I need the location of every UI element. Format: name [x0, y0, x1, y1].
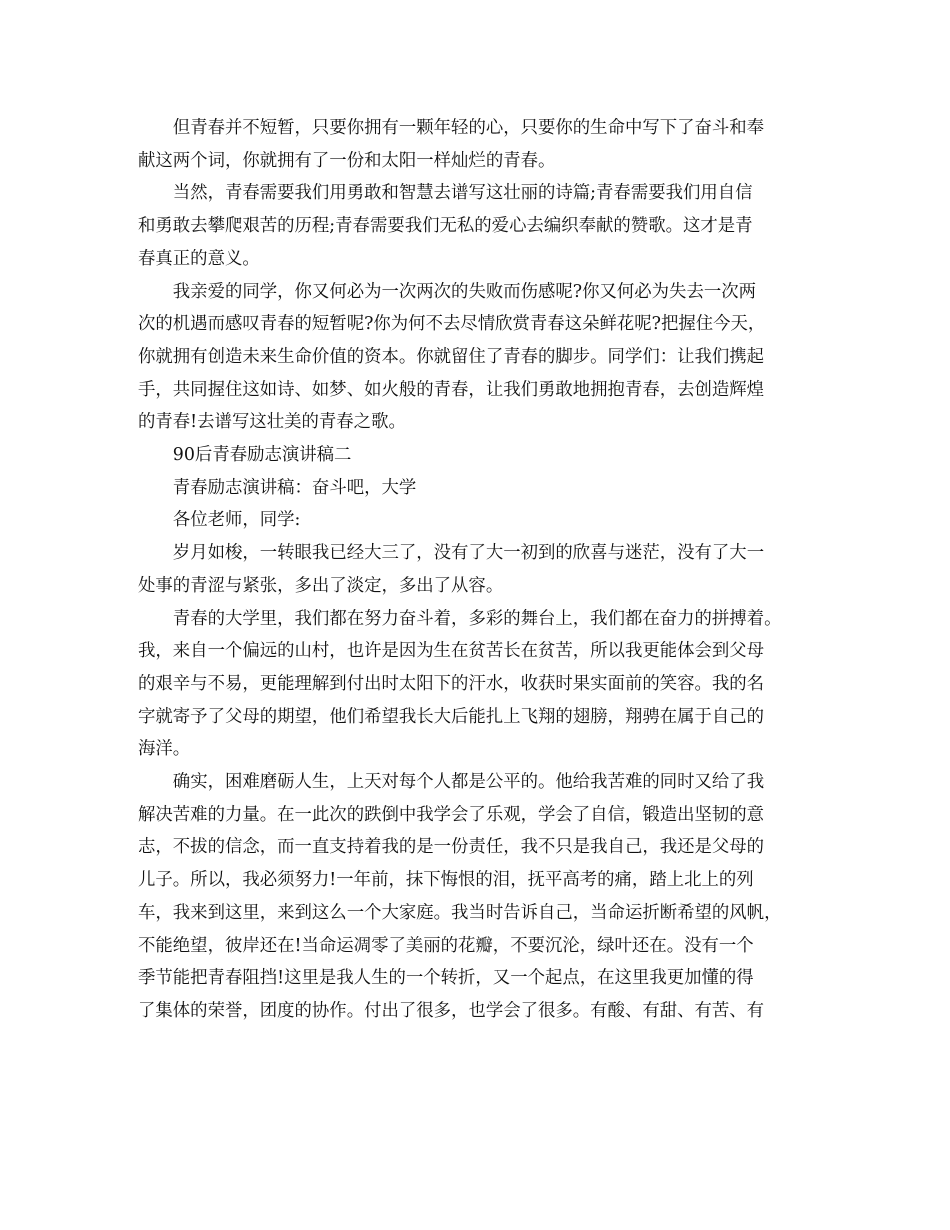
text-line: 我亲爱的同学，你又何必为一次两次的失败而伤感呢?你又何必为失去一次两 [172, 281, 757, 302]
text-line: 处事的青涩与紧张，多出了淡定，多出了从容。 [138, 575, 504, 596]
document-body [138, 112, 818, 1028]
text-line: 次的机遇而感叹青春的短暂呢?你为何不去尽情欣赏青春这朵鲜花呢?把握住今天， [138, 314, 766, 335]
text-line: 儿子。所以，我必须努力!一年前，抹下悔恨的泪，抚平高考的痛，踏上北上的列 [138, 870, 754, 891]
text-line: 岁月如梭，一转眼我已经大三了，没有了大一初到的欣喜与迷茫，没有了大一 [172, 543, 765, 564]
section-heading [138, 439, 818, 472]
paragraph-4 [138, 537, 818, 602]
text-line: 青春的大学里，我们都在努力奋斗着，多彩的舞台上，我们都在奋力的拼搏着。 [172, 608, 782, 629]
speech-title [138, 472, 818, 505]
text-line: 我，来自一个偏远的山村，也许是因为生在贫苦长在贫苦，所以我更能体会到父母 [138, 641, 765, 662]
text-line: 字就寄予了父母的期望，他们希望我长大后能扎上飞翔的翅膀，翔骋在属于自己的 [138, 706, 765, 727]
text-line: 当然，青春需要我们用勇敢和智慧去谱写这壮丽的诗篇;青春需要我们用自信 [172, 183, 753, 204]
text-line: 海洋。 [138, 739, 191, 760]
paragraph-5 [138, 603, 818, 767]
text-line: 你就拥有创造未来生命价值的资本。你就留住了青春的脚步。同学们：让我们携起 [138, 346, 765, 367]
text-line: 志，不拔的信念，而一直支持着我的是一份责任，我不只是我自己，我还是父母的 [138, 837, 765, 858]
text-line: 不能绝望，彼岸还在!当命运凋零了美丽的花瓣，不要沉沦，绿叶还在。没有一个 [138, 935, 754, 956]
text-line: 了集体的荣誉，团度的协作。付出了很多，也学会了很多。有酸、有甜、有苦、有 [138, 1000, 765, 1021]
text-line: 手，共同握住这如诗、如梦、如火般的青春，让我们勇敢地拥抱青春，去创造辉煌 [138, 379, 765, 400]
text-line: 确实，困难磨砺人生，上天对每个人都是公平的。他给我苦难的同时又给了我 [172, 772, 765, 793]
text-line: 献这两个词，你就拥有了一份和太阳一样灿烂的青春。 [138, 150, 556, 171]
paragraph-6 [138, 766, 818, 1028]
paragraph-3 [138, 276, 818, 440]
text-line: 解决苦难的力量。在一此次的跌倒中我学会了乐观，学会了自信，锻造出坚韧的意 [138, 804, 765, 825]
text-line: 春真正的意义。 [138, 248, 260, 269]
title-line: 青春励志演讲稿：奋斗吧，大学 [172, 477, 417, 498]
text-line: 但青春并不短暂，只要你拥有一颗年轻的心，只要你的生命中写下了奋斗和奉 [172, 118, 765, 138]
text-line: 的青春!去谱写这壮美的青春之歌。 [138, 412, 406, 433]
heading-line: 90后青春励志演讲稿二 [172, 445, 352, 466]
salutation-line: 各位老师，同学: [172, 510, 301, 531]
text-line: 和勇敢去攀爬艰苦的历程;青春需要我们无私的爱心去编织奉献的赞歌。这才是青 [138, 216, 753, 237]
text-line: 的艰辛与不易，更能理解到付出时太阳下的汗水，收获时果实面前的笑容。我的名 [138, 673, 765, 694]
text-line: 车，我来到这里，来到这么一个大家庭。我当时告诉自己，当命运折断希望的风帆， [138, 902, 782, 923]
salutation [138, 504, 818, 537]
text-line: 季节能把青春阻挡!这里是我人生的一个转折，又一个起点，在这里我更加懂的得 [138, 968, 754, 989]
paragraph-2 [138, 177, 818, 275]
paragraph-1 [138, 112, 818, 177]
